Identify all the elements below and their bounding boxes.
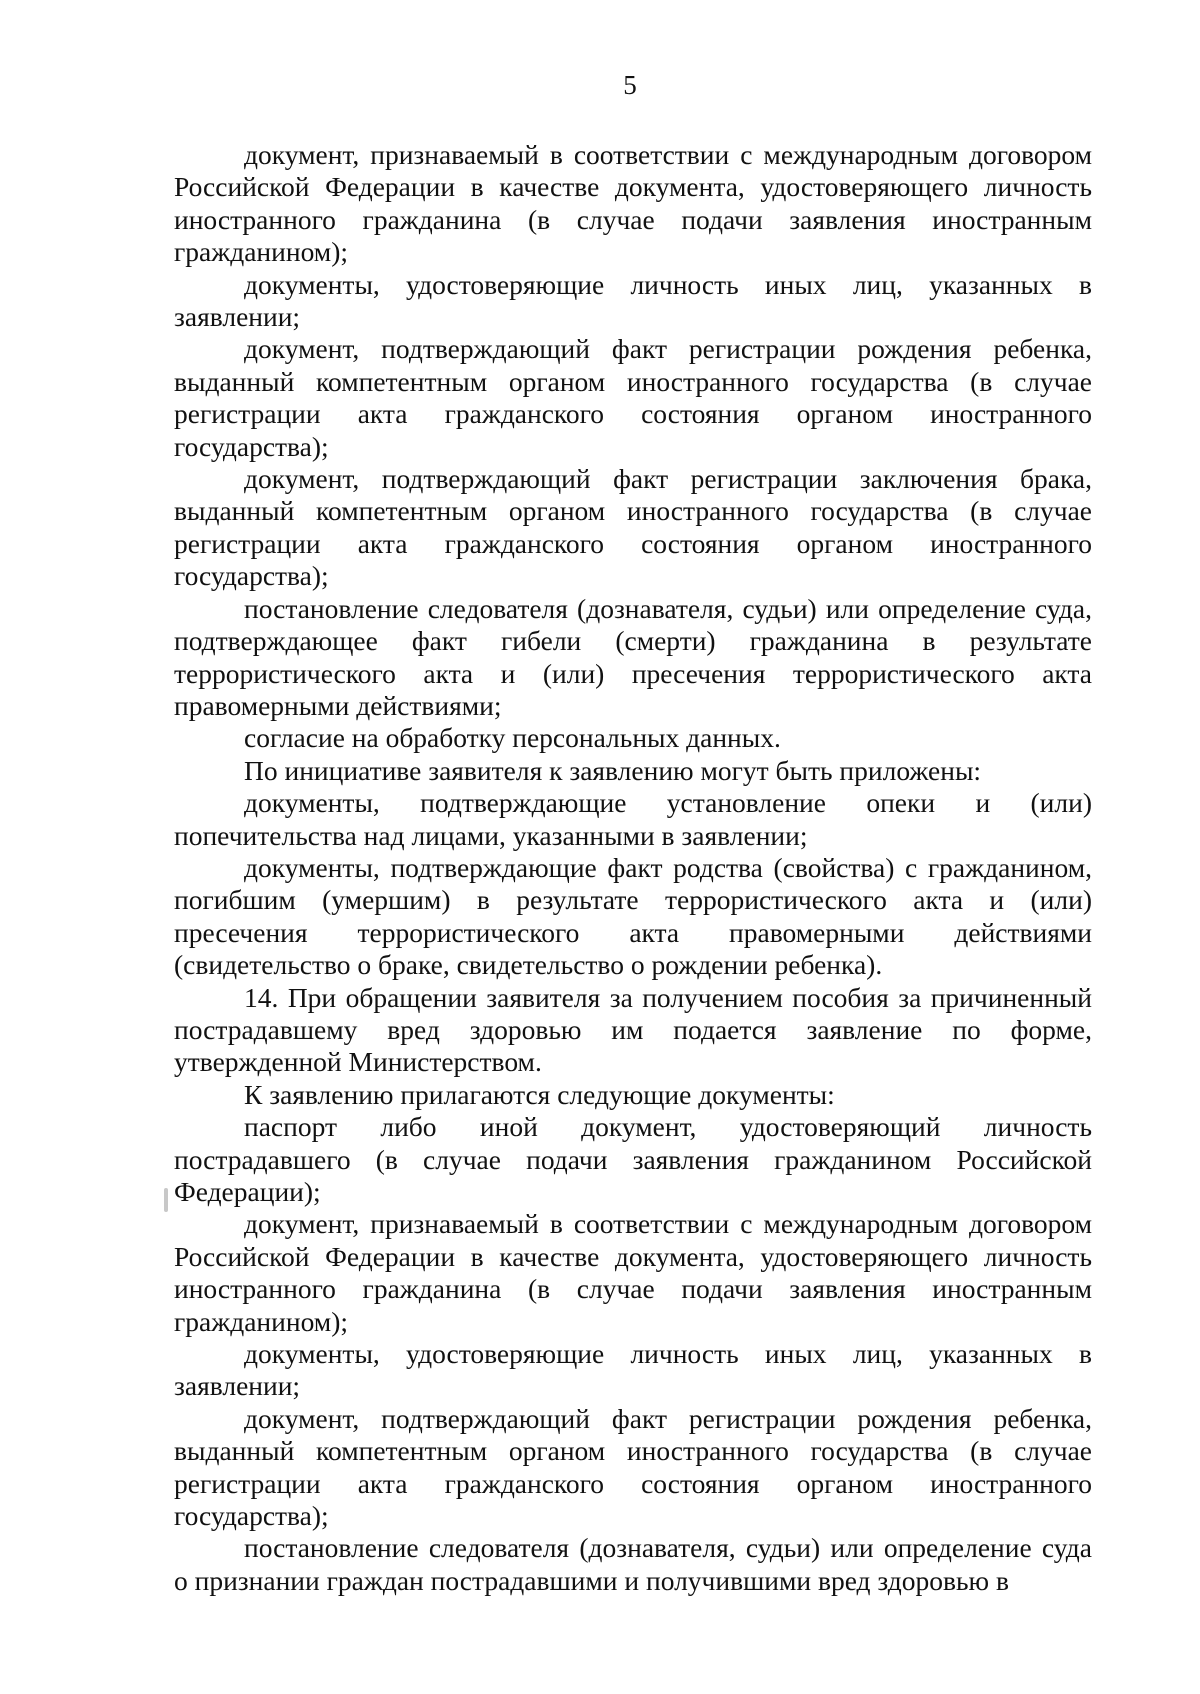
paragraph: паспорт либо иной документ, удостоверяющий личность пострадавшего (в случае подачи заявления гражданином Российской Федерации); — [174, 1111, 1092, 1207]
paragraph: документ, признаваемый в соответствии с международным договором Российской Федерации в качестве документа, удостоверяющего личность иностранного гражданина (в случае подачи заявления иностранным гражданином); — [174, 139, 1092, 268]
scan-artifact — [164, 1188, 168, 1212]
document-body — [174, 139, 1092, 1597]
paragraph: документ, подтверждающий факт регистрации рождения ребенка, выданный компетентным органом иностранного государства (в случае регистрации акта гражданского состояния органом иностранного государства); — [174, 1402, 1092, 1532]
paragraph: документы, подтверждающие факт родства (свойства) с гражданином, погибшим (умершим) в результате террористического акта и (или) пресечения террористического акта правомерными действиями (свидетельство о браке, свидетельство о рождении ребенка). — [174, 851, 1092, 981]
paragraph: документы, подтверждающие установление опеки и (или) попечительства над лицами, указанными в заявлении; — [174, 787, 1092, 851]
paragraph: постановление следователя (дознавателя, судьи) или определение суда, подтверждающее факт гибели (смерти) гражданина в результате террористического акта и (или) пресечения террористического акта правомерными действиями; — [174, 592, 1092, 721]
paragraph: постановление следователя (дознавателя, судьи) или определение суда о признании граждан пострадавшими и получившими вред здоровью в — [174, 1532, 1092, 1596]
paragraph: документы, удостоверяющие личность иных лиц, указанных в заявлении; — [174, 1338, 1092, 1402]
paragraph: К заявлению прилагаются следующие документы: — [244, 1078, 835, 1110]
paragraph: документ, подтверждающий факт регистрации рождения ребенка, выданный компетентным органом иностранного государства (в случае регистрации акта гражданского состояния органом иностранного государства); — [174, 333, 1092, 462]
page-number: 5 — [623, 70, 637, 100]
section-14-paragraph: 14. При обращении заявителя за получением пособия за причиненный пострадавшему вред здоровью им подается заявление по форме, утвержденной Министерством. — [174, 981, 1092, 1078]
paragraph: документ, подтверждающий факт регистрации заключения брака, выданный компетентным органом иностранного государства (в случае регистрации акта гражданского состояния органом иностранного государства); — [174, 463, 1092, 592]
paragraph: документ, признаваемый в соответствии с международным договором Российской Федерации в качестве документа, удостоверяющего личность иностранного гражданина (в случае подачи заявления иностранным гражданином); — [174, 1208, 1092, 1337]
paragraph: документы, удостоверяющие личность иных лиц, указанных в заявлении; — [174, 268, 1092, 333]
paragraph: согласие на обработку персональных данных. — [244, 722, 781, 754]
paragraph: По инициативе заявителя к заявлению могут быть приложены: — [244, 754, 982, 786]
